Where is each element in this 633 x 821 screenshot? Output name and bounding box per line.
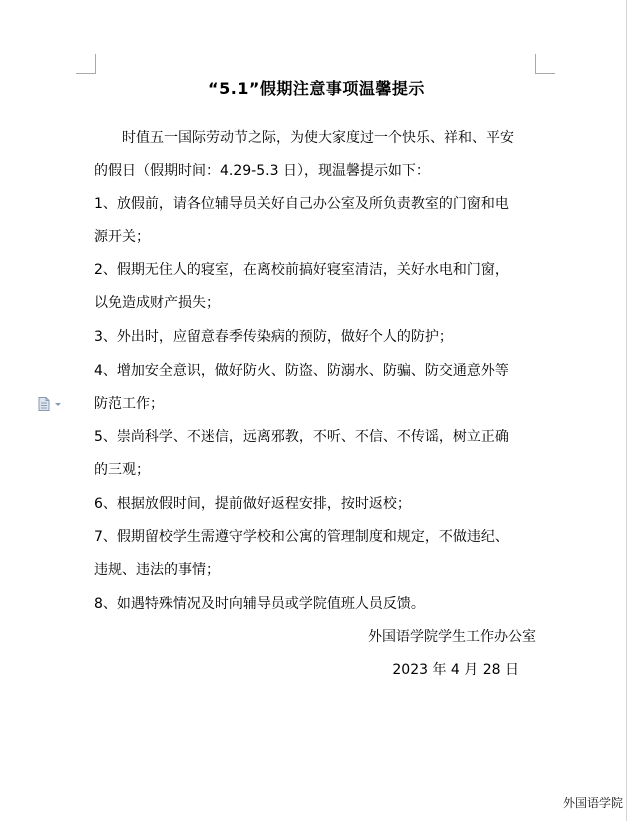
item-4-line-1: 4、增加安全意识，做好防火、防盗、防溺水、防骗、防交通意外等 [94, 363, 509, 379]
item-8-line-1: 8、如遇特殊情况及时向辅导员或学院值班人员反馈。 [94, 596, 425, 612]
signature-date: 2023 年 4 月 28 日 [392, 662, 519, 678]
margin-corner-mark-top-left [76, 54, 96, 74]
item-4-line-2: 防范工作； [94, 396, 164, 412]
margin-corner-mark-top-right [535, 54, 555, 74]
document-options-icon-graphic [38, 397, 64, 411]
intro-line-1: 时值五一国际劳动节之际，为使大家度过一个快乐、祥和、平安 [122, 130, 514, 146]
item-7-line-1: 7、假期留校学生需遵守学校和公寓的管理制度和规定，不做违纪、 [94, 529, 509, 545]
item-2-line-1: 2、假期无住人的寝室，在离校前搞好寝室清洁，关好水电和门窗， [94, 262, 509, 278]
signature-office: 外国语学院学生工作办公室 [368, 629, 536, 645]
document-title: “5.1”假期注意事项温馨提示 [208, 79, 425, 98]
item-7-line-2: 违规、违法的事情； [94, 562, 220, 578]
document-options-icon[interactable] [38, 396, 64, 410]
item-3-line-1: 3、外出时，应留意春季传染病的预防，做好个人的防护； [94, 329, 453, 345]
item-5-line-2: 的三观； [94, 462, 150, 478]
item-2-line-2: 以免造成财产损失； [94, 295, 220, 311]
intro-line-2: 的假日（假期时间：4.29-5.3 日），现温馨提示如下： [94, 163, 430, 179]
item-6-line-1: 6、根据放假时间，提前做好返程安排，按时返校； [94, 496, 411, 512]
item-1-line-2: 源开关； [94, 229, 150, 245]
watermark-text: 外国语学院 [562, 796, 623, 810]
item-1-line-1: 1、放假前，请各位辅导员关好自己办公室及所负责教室的门窗和电 [94, 196, 509, 212]
item-5-line-1: 5、崇尚科学、不迷信，远离邪教，不听、不信、不传谣，树立正确 [94, 429, 509, 445]
